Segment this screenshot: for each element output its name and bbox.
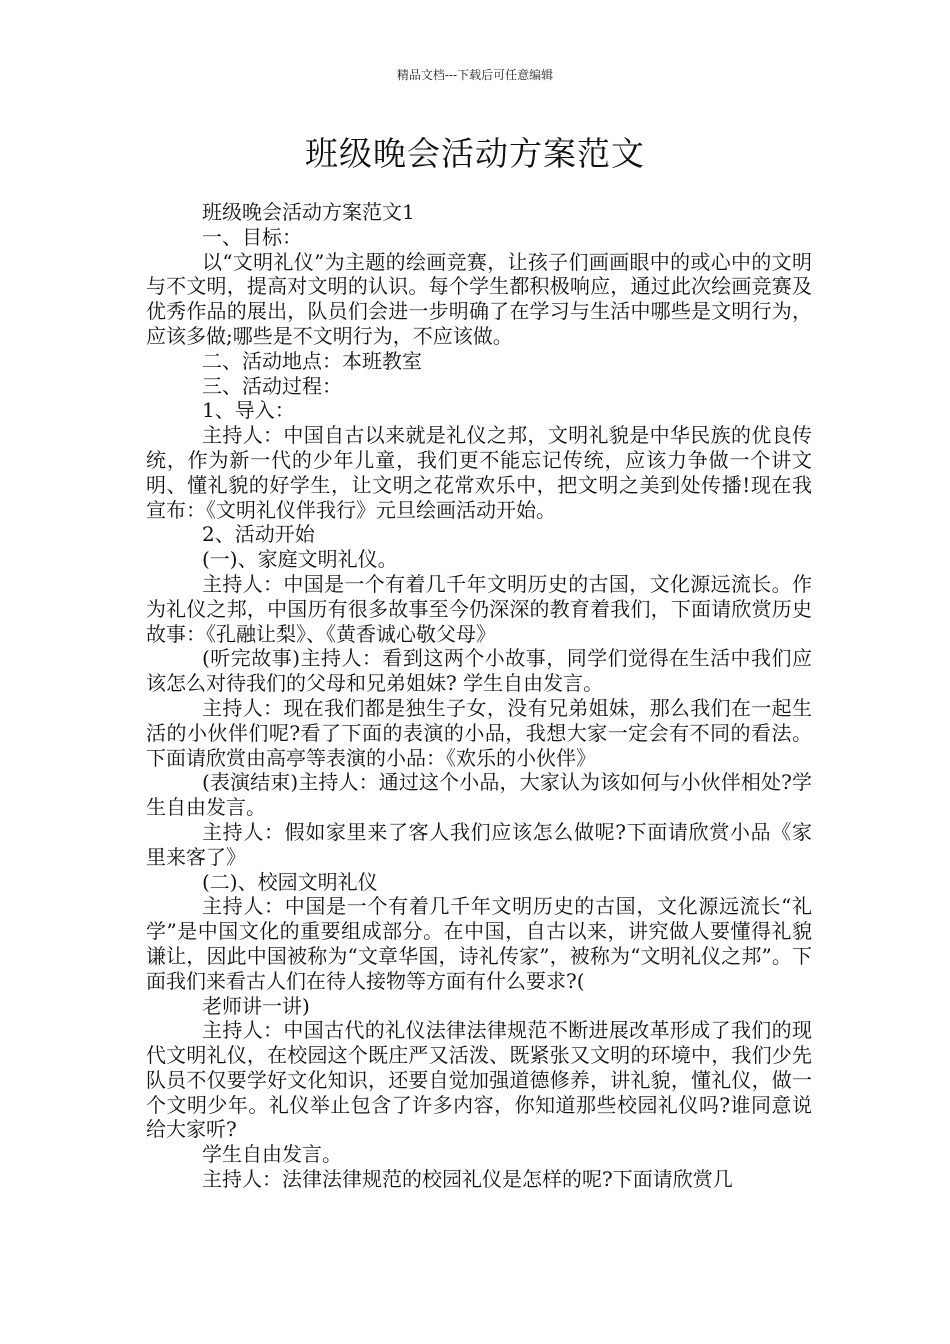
paragraph: 三、活动过程：: [202, 373, 342, 398]
paragraph: 以“文明礼仪”为主题的绘画竞赛，让孩子们画画眼中的或心中的文明与不文明，提高对文明的认识。每个学生都积极响应，通过此次绘画竞赛及优秀作品的展出，队员们会进一步明确了在学习与生活中哪些是文明行为，应该多做;哪些是不文明行为，不应该做。: [146, 249, 812, 348]
paragraph: 学生自由发言。: [202, 1142, 342, 1167]
document-body: [146, 200, 812, 1192]
paragraph: 二、活动地点：本班教室: [202, 348, 422, 373]
paragraph: 主持人：假如家里来了客人我们应该怎么做呢?下面请欣赏小品《家里来客了》: [146, 819, 812, 869]
paragraph: 主持人：现在我们都是独生子女，没有兄弟姐妹，那么我们在一起生活的小伙伴们呢?看了下面的表演的小品，我想大家一定会有不同的看法。下面请欣赏由高亭等表演的小品：《欢乐的小伙伴》: [146, 695, 812, 770]
paragraph: 老师讲一讲): [202, 993, 310, 1018]
paragraph: 主持人：中国是一个有着几千年文明历史的古国，文化源远流长“礼学”是中国文化的重要组成部分。在中国，自古以来，讲究做人要懂得礼貌谦让，因此中国被称为“文章华国，诗礼传家”，被称为“文明礼仪之邦”。下面我们来看古人们在待人接物等方面有什么要求?(: [146, 894, 812, 993]
paragraph: 1、导入：: [202, 398, 295, 423]
paragraph: 主持人：法律法律规范的校园礼仪是怎样的呢?下面请欣赏几: [202, 1167, 733, 1192]
paragraph: (表演结束)主持人：通过这个小品，大家认为该如何与小伙伴相处?学生自由发言。: [146, 770, 812, 820]
paragraph: (听完故事)主持人：看到这两个小故事，同学们觉得在生活中我们应该怎么对待我们的父母和兄弟姐妹? 学生自由发言。: [146, 646, 812, 696]
paragraph: 主持人：中国自古以来就是礼仪之邦，文明礼貌是中华民族的优良传统，作为新一代的少年儿童，我们更不能忘记传统，应该力争做一个讲文明、懂礼貌的好学生，让文明之花常欢乐中，把文明之美到处传播!现在我宣布：《文明礼仪伴我行》元旦绘画活动开始。: [146, 423, 812, 522]
paragraph: (二)、校园文明礼仪: [202, 869, 378, 894]
paragraph: 主持人：中国是一个有着几千年文明历史的古国，文化源远流长。作为礼仪之邦，中国历有很多故事至今仍深深的教育着我们，下面请欣赏历史故事：《孔融让梨》、《黄香诚心敬父母》: [146, 571, 812, 646]
paragraph: 主持人：中国古代的礼仪法律法律规范不断进展改革形成了我们的现代文明礼仪，在校园这个既庄严又活泼、既紧张又文明的环境中，我们少先队员不仅要学好文化知识，还要自觉加强道德修养，讲礼貌，懂礼仪，做一个文明少年。礼仪举止包含了许多内容，你知道那些校园礼仪吗?谁同意说给大家听?: [146, 1018, 812, 1142]
paragraph: 一、目标：: [202, 224, 302, 249]
paragraph: 班级晚会活动方案范文1: [202, 200, 415, 224]
header-note: 精品文档---下载后可任意编辑: [396, 68, 554, 82]
paragraph: (一)、家庭文明礼仪。: [202, 547, 398, 572]
document-title: 班级晚会活动方案范文: [305, 134, 645, 173]
paragraph: 2、活动开始: [202, 522, 315, 547]
